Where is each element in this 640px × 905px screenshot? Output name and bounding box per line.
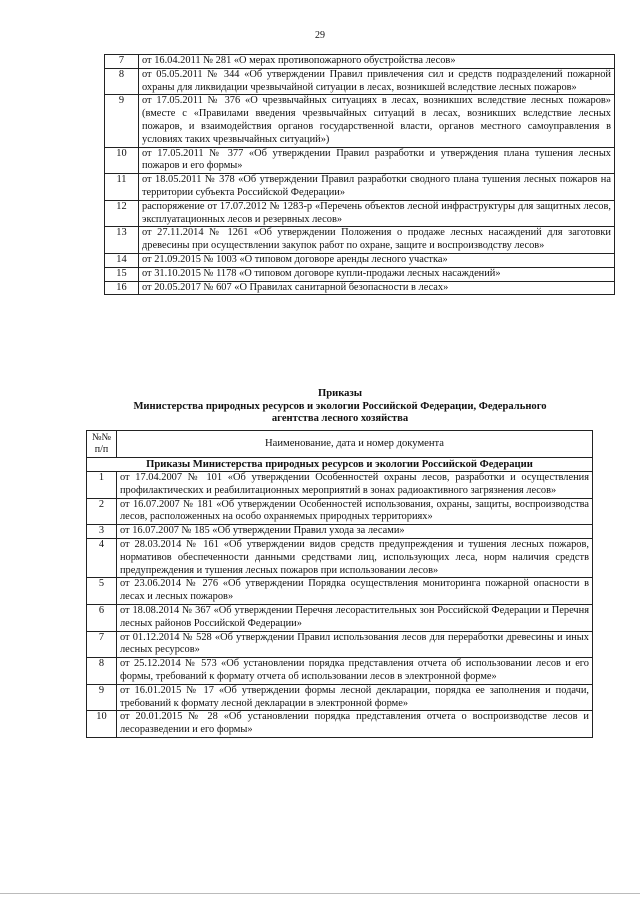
- row-number: 15: [105, 267, 139, 281]
- document-title: от 27.11.2014 № 1261 «Об утверждении Положения о продаже лесных насаждений для заготовки древесины при осуществлении закупок работ по охране, защите и воспроизводству лесов»: [139, 227, 615, 254]
- government-decrees-table: [104, 54, 615, 295]
- table-row: [105, 281, 615, 295]
- document-title: от 01.12.2014 № 528 «Об утверждении Правил использования лесов для переработки древесины и иных лесных ресурсов»: [117, 631, 593, 658]
- section-title-line: Приказы: [317, 388, 362, 399]
- table-row: [87, 498, 593, 525]
- table-row: [87, 711, 593, 738]
- row-number: 14: [105, 253, 139, 267]
- row-number: 5: [87, 578, 117, 605]
- table-row: [87, 604, 593, 631]
- column-header-number: №№ п/п: [87, 431, 117, 458]
- row-number: 6: [87, 604, 117, 631]
- document-title: от 18.08.2014 № 367 «Об утверждении Перечня лесорастительных зон Российской Федерации и Перечня лесных районов Российской Федерации»: [117, 604, 593, 631]
- row-number: 11: [105, 174, 139, 201]
- row-number: 13: [105, 227, 139, 254]
- table-row: [87, 472, 593, 499]
- table-row: [87, 525, 593, 539]
- scan-edge-divider: [0, 893, 640, 894]
- document-title: от 16.07.2007 № 181 «Об утверждении Особенностей использования, охраны, защиты, воспроизводства лесов, расположенных на особо охраняемых природных территориях»: [117, 498, 593, 525]
- row-number: 9: [87, 684, 117, 711]
- document-title: от 16.07.2007 № 185 «Об утверждении Правил ухода за лесами»: [117, 525, 593, 539]
- table-row: [105, 174, 615, 201]
- table-row: [105, 200, 615, 227]
- row-number: 9: [105, 95, 139, 147]
- section-title: [60, 388, 620, 426]
- table-row: [105, 95, 615, 147]
- row-number: 8: [105, 68, 139, 95]
- document-title: от 28.03.2014 № 161 «Об утверждении видов средств предупреждения и тушения лесных пожаров, нормативов обеспеченности данными средствами лиц, использующих леса, норм наличия средств предупреждения и тушения лесных пожаров при использовании лесов»: [117, 538, 593, 577]
- table-row: [87, 684, 593, 711]
- table-subheader: Приказы Министерства природных ресурсов и экологии Российской Федерации: [87, 458, 593, 472]
- row-number: 2: [87, 498, 117, 525]
- table-row: [105, 267, 615, 281]
- row-number: 3: [87, 525, 117, 539]
- section-title-line: агентства лесного хозяйства: [271, 413, 409, 425]
- table-row: [87, 578, 593, 605]
- page-number: 29: [315, 30, 325, 41]
- document-title: от 05.05.2011 № 344 «Об утверждении Правил привлечения сил и средств подразделений пожарной охраны для ликвидации чрезвычайной ситуации в лесах, возникшей вследствие лесных пожаров»: [139, 68, 615, 95]
- table-row: [87, 631, 593, 658]
- document-title: от 18.05.2011 № 378 «Об утверждении Правил разработки сводного плана тушения лесных пожаров на территории субъекта Российской Федерации»: [139, 174, 615, 201]
- document-title: от 20.01.2015 № 28 «Об установлении порядка представления отчета о воспроизводстве лесов и лесоразведении и его формы»: [117, 711, 593, 738]
- ministry-orders-table: [86, 430, 593, 738]
- row-number: 7: [105, 55, 139, 69]
- section-title-line: Министерства природных ресурсов и экологии Российской Федерации, Федерального: [133, 400, 547, 412]
- table-row: [105, 253, 615, 267]
- row-number: 12: [105, 200, 139, 227]
- table-subheader-row: [87, 458, 593, 472]
- table-row: [87, 658, 593, 685]
- document-title: от 17.05.2011 № 377 «Об утверждении Правил разработки и утверждения плана тушения лесных пожаров и его формы»: [139, 147, 615, 174]
- document-title: от 16.01.2015 № 17 «Об утверждении формы лесной декларации, порядка ее заполнения и подачи, требований к формату лесной декларации в электронной форме»: [117, 684, 593, 711]
- row-number: 4: [87, 538, 117, 577]
- row-number: 1: [87, 472, 117, 499]
- table-header-row: [87, 431, 593, 458]
- row-number: 8: [87, 658, 117, 685]
- row-number: 10: [87, 711, 117, 738]
- row-number: 10: [105, 147, 139, 174]
- table-row: [105, 227, 615, 254]
- table-row: [105, 55, 615, 69]
- document-title: от 16.04.2011 № 281 «О мерах противопожарного обустройства лесов»: [139, 55, 615, 69]
- document-title: от 23.06.2014 № 276 «Об утверждении Порядка осуществления мониторинга пожарной опасности в лесах и лесных пожаров»: [117, 578, 593, 605]
- document-title: распоряжение от 17.07.2012 № 1283-р «Перечень объектов лесной инфраструктуры для защитных лесов, эксплуатационных лесов и резервных лесов»: [139, 200, 615, 227]
- table-row: [105, 147, 615, 174]
- row-number: 16: [105, 281, 139, 295]
- row-number: 7: [87, 631, 117, 658]
- column-header-name: Наименование, дата и номер документа: [117, 431, 593, 458]
- document-title: от 17.04.2007 № 101 «Об утверждении Особенностей охраны лесов, разработки и осуществления профилактических и реабилитационных мероприятий в зонах радиоактивного загрязнения лесов»: [117, 472, 593, 499]
- document-title: от 25.12.2014 № 573 «Об установлении порядка представления отчета об использовании лесов и его формы, требований к формату отчета об использовании лесов в электронной форме»: [117, 658, 593, 685]
- document-title: от 17.05.2011 № 376 «О чрезвычайных ситуациях в лесах, возникших вследствие лесных пожаров» (вместе с «Правилами введения чрезвычайных ситуаций в лесах, возникших вследствие лесных пожаров, и взаимодействия органов государственной власти, органов местного самоуправления в условиях таких чрезвычайных ситуаций»): [139, 95, 615, 147]
- document-title: от 31.10.2015 № 1178 «О типовом договоре купли-продажи лесных насаждений»: [139, 267, 615, 281]
- document-title: от 21.09.2015 № 1003 «О типовом договоре аренды лесного участка»: [139, 253, 615, 267]
- table-row: [87, 538, 593, 577]
- table-row: [105, 68, 615, 95]
- document-title: от 20.05.2017 № 607 «О Правилах санитарной безопасности в лесах»: [139, 281, 615, 295]
